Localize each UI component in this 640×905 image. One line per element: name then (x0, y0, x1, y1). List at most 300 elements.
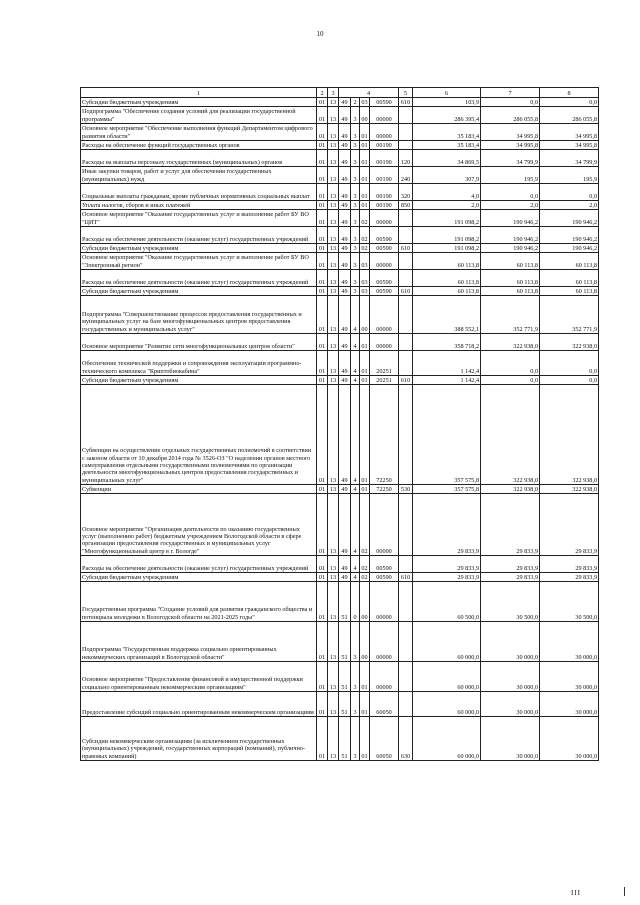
table-row (81, 98, 599, 107)
section-code: 01 (317, 717, 328, 761)
section-code: 01 (317, 385, 328, 485)
row-name: Субсидии бюджетным учреждениям (81, 287, 317, 296)
section-code: 01 (317, 334, 328, 351)
amount-col-8: 0,0 (540, 351, 599, 376)
program-code: 51 (339, 622, 351, 662)
subsection-code: 13 (328, 573, 339, 582)
expense-type-code: 610 (399, 98, 413, 107)
program-code: 49 (339, 270, 351, 287)
amount-col-6: 35 183,4 (413, 141, 481, 150)
column-header: 8 (540, 88, 599, 98)
subprogram-code: 3 (351, 270, 360, 287)
subprogram-code: 4 (351, 485, 360, 494)
program-code: 49 (339, 253, 351, 270)
section-code: 01 (317, 556, 328, 573)
row-name: Расходы на обеспечение функций государственных органов (81, 141, 317, 150)
amount-col-7: 60 113,8 (481, 253, 540, 270)
row-name: Субсидии бюджетным учреждениям (81, 376, 317, 385)
amount-col-6: 29 833,9 (413, 556, 481, 573)
table-row (81, 124, 599, 141)
measure-code: 00 (360, 107, 370, 124)
direction-code: 20251 (370, 376, 399, 385)
footer-mark: III (571, 889, 581, 897)
expense-type-code (399, 270, 413, 287)
measure-code: 03 (360, 253, 370, 270)
expense-type-code (399, 296, 413, 334)
measure-code: 00 (360, 582, 370, 622)
direction-code: 60050 (370, 717, 399, 761)
subsection-code: 13 (328, 494, 339, 556)
amount-col-7: 190 946,2 (481, 227, 540, 244)
amount-col-6: 60 000,0 (413, 662, 481, 692)
section-code: 01 (317, 494, 328, 556)
amount-col-8: 0,0 (540, 184, 599, 201)
expense-type-code (399, 556, 413, 573)
amount-col-8: 0,0 (540, 376, 599, 385)
amount-col-6: 103,9 (413, 98, 481, 107)
section-code: 01 (317, 270, 328, 287)
program-code: 51 (339, 717, 351, 761)
subprogram-code: 3 (351, 244, 360, 253)
table-row (81, 296, 599, 334)
budget-table (80, 87, 599, 761)
subsection-code: 13 (328, 334, 339, 351)
expense-type-code: 630 (399, 717, 413, 761)
subsection-code: 13 (328, 485, 339, 494)
subprogram-code: 3 (351, 622, 360, 662)
direction-code: 00190 (370, 150, 399, 167)
amount-col-7: 0,0 (481, 376, 540, 385)
section-code: 01 (317, 150, 328, 167)
amount-col-7: 34 799,9 (481, 150, 540, 167)
section-code: 01 (317, 622, 328, 662)
section-code: 01 (317, 244, 328, 253)
measure-code: 01 (360, 184, 370, 201)
column-header: 3 (328, 88, 339, 98)
subprogram-code: 4 (351, 334, 360, 351)
row-name: Субсидии бюджетным учреждениям (81, 98, 317, 107)
program-code: 49 (339, 210, 351, 227)
row-name: Основное мероприятие "Обеспечение выполнения функций Департаментом цифрового развития области" (81, 124, 317, 141)
amount-col-7: 0,0 (481, 184, 540, 201)
amount-col-6: 29 833,9 (413, 494, 481, 556)
amount-col-7: 30 000,0 (481, 717, 540, 761)
amount-col-8: 60 113,8 (540, 270, 599, 287)
amount-col-7: 0,0 (481, 98, 540, 107)
subprogram-code: 4 (351, 385, 360, 485)
expense-type-code (399, 210, 413, 227)
amount-col-8: 322 938,0 (540, 485, 599, 494)
table-row (81, 582, 599, 622)
subsection-code: 13 (328, 662, 339, 692)
direction-code: 00000 (370, 662, 399, 692)
direction-code: 00000 (370, 582, 399, 622)
table-row (81, 227, 599, 244)
table-row (81, 244, 599, 253)
table-header-row (81, 88, 599, 98)
amount-col-6: 388 552,1 (413, 296, 481, 334)
expense-type-code (399, 662, 413, 692)
amount-col-7: 60 113,8 (481, 270, 540, 287)
direction-code: 00000 (370, 253, 399, 270)
section-code: 01 (317, 662, 328, 692)
amount-col-8: 34 799,9 (540, 150, 599, 167)
direction-code: 00590 (370, 573, 399, 582)
measure-code: 01 (361, 376, 368, 384)
amount-col-8: 29 833,9 (540, 494, 599, 556)
amount-col-7: 29 833,9 (481, 573, 540, 582)
amount-col-7: 34 995,8 (481, 141, 540, 150)
subprogram-code: 4 (351, 351, 360, 376)
amount-col-7: 30 000,0 (481, 692, 540, 717)
section-code: 01 (317, 296, 328, 334)
table-row (81, 270, 599, 287)
subprogram-code: 4 (351, 296, 360, 334)
measure-code: 01 (360, 334, 370, 351)
program-code: 49 (339, 98, 351, 107)
amount-col-6: 60 000,0 (413, 692, 481, 717)
amount-col-6: 60 113,8 (413, 287, 481, 296)
amount-col-6: 60 113,8 (413, 253, 481, 270)
amount-col-6: 307,9 (413, 167, 481, 184)
amount-col-6: 358 718,2 (413, 334, 481, 351)
direction-code: 00590 (370, 287, 399, 296)
table-row (81, 287, 599, 296)
amount-col-6: 34 869,5 (413, 150, 481, 167)
amount-col-7: 29 833,9 (481, 494, 540, 556)
amount-col-8: 60 113,8 (540, 253, 599, 270)
subprogram-code: 3 (351, 210, 360, 227)
amount-col-6: 60 113,8 (413, 270, 481, 287)
subsection-code: 13 (328, 107, 339, 124)
direction-code: 00000 (370, 210, 399, 227)
amount-col-7: 322 938,0 (481, 485, 540, 494)
measure-code: 02 (360, 556, 370, 573)
amount-col-7: 0,0 (481, 351, 540, 376)
row-name: Расходы на обеспечение деятельности (оказание услуг) государственных учреждений (81, 556, 317, 573)
table-row (81, 210, 599, 227)
direction-code: 00000 (370, 494, 399, 556)
subsection-code: 13 (328, 287, 339, 296)
column-header: 2 (317, 88, 328, 98)
amount-col-7: 322 938,0 (481, 385, 540, 485)
expense-type-code (399, 494, 413, 556)
subsection-code: 13 (328, 717, 339, 761)
expense-type-code: 610 (399, 244, 413, 253)
amount-col-8: 190 946,2 (540, 227, 599, 244)
expense-type-code (399, 253, 413, 270)
subsection-code: 13 (328, 210, 339, 227)
row-name: Субсидии некоммерческим организациям (за исключением государственных (муниципальных) учреждений, государственных корпораций (компаний), публично-правовых компаний) (81, 717, 317, 761)
subprogram-code: 3 (351, 662, 360, 692)
subprogram-code: 4 (351, 573, 360, 582)
direction-code: 20251 (370, 351, 399, 376)
program-code: 49 (339, 167, 351, 184)
table-row (81, 334, 599, 351)
measure-code: 01 (360, 385, 370, 485)
amount-col-6: 4,0 (413, 184, 481, 201)
section-code: 01 (317, 124, 328, 141)
section-code: 01 (317, 141, 328, 150)
table-row (81, 573, 599, 582)
program-code: 49 (339, 385, 351, 485)
row-name: Социальные выплаты гражданам, кроме публичных нормативных социальных выплат (81, 184, 317, 201)
amount-col-7: 195,9 (481, 167, 540, 184)
subprogram-code: 3 (351, 201, 360, 210)
direction-code: 00590 (370, 227, 399, 244)
table-row (81, 717, 599, 761)
subprogram-code: 3 (351, 253, 360, 270)
amount-col-7: 322 938,0 (481, 334, 540, 351)
expense-type-code (399, 622, 413, 662)
measure-code: 01 (361, 201, 368, 209)
amount-col-7: 60 113,8 (481, 287, 540, 296)
table-row (81, 385, 599, 485)
amount-col-7: 286 055,8 (481, 107, 540, 124)
expense-type-code (399, 141, 413, 150)
measure-code: 01 (360, 167, 370, 184)
amount-col-8: 30 000,0 (540, 692, 599, 717)
amount-col-6: 357 575,8 (413, 485, 481, 494)
direction-code: 00000 (370, 622, 399, 662)
row-name: Основное мероприятие "Развитие сети многофункциональных центров области" (81, 334, 317, 351)
amount-col-7: 2,0 (481, 201, 540, 210)
program-code: 49 (339, 376, 351, 385)
program-code: 51 (339, 582, 351, 622)
program-code: 49 (339, 287, 351, 296)
amount-col-8: 322 938,0 (540, 334, 599, 351)
row-name: Государственная программа "Создание условий для развития гражданского общества и потенциала молодежи в Вологодской области на 2021-2025 годы" (81, 582, 317, 622)
subsection-code: 13 (328, 201, 339, 210)
subprogram-code: 0 (351, 582, 360, 622)
row-name: Предоставление субсидий социально ориентированным некоммерческим организациям (81, 692, 317, 717)
measure-code: 02 (360, 210, 370, 227)
measure-code: 03 (361, 287, 368, 295)
amount-col-6: 60 000,0 (413, 717, 481, 761)
measure-code: 01 (361, 485, 368, 493)
measure-code: 00 (360, 622, 370, 662)
row-name: Подпрограмма "Совершенствование процессов предоставления государственных и муниципальных услуг на базе многофункциональных центров предоставления государственных и муниципальных услуг" (81, 296, 317, 334)
program-code: 49 (339, 124, 351, 141)
section-code: 01 (317, 107, 328, 124)
direction-code: 00190 (370, 201, 399, 210)
expense-type-code: 850 (399, 201, 413, 210)
subprogram-code: 3 (351, 150, 360, 167)
table-row (81, 494, 599, 556)
amount-col-8: 190 946,2 (540, 210, 599, 227)
amount-col-8: 190 946,2 (540, 244, 599, 253)
section-code: 01 (317, 485, 328, 494)
subsection-code: 13 (328, 253, 339, 270)
subsection-code: 13 (328, 296, 339, 334)
subsection-code: 13 (328, 376, 339, 385)
subprogram-code: 3 (351, 141, 360, 150)
subsection-code: 13 (328, 98, 339, 107)
row-name: Субсидии бюджетным учреждениям (81, 244, 317, 253)
column-header: 1 (81, 88, 317, 98)
amount-col-8: 29 833,9 (540, 573, 599, 582)
measure-code: 01 (360, 717, 370, 761)
amount-col-6: 1 142,4 (413, 376, 481, 385)
section-code: 01 (317, 287, 328, 296)
program-code: 49 (339, 141, 351, 150)
subprogram-code: 3 (351, 124, 360, 141)
measure-code: 00 (360, 296, 370, 334)
measure-code: 01 (360, 662, 370, 692)
subprogram-code: 4 (351, 494, 360, 556)
subsection-code: 13 (328, 150, 339, 167)
amount-col-8: 34 995,8 (540, 141, 599, 150)
expense-type-code (399, 351, 413, 376)
amount-col-8: 286 055,8 (540, 107, 599, 124)
table-row (81, 351, 599, 376)
program-code: 49 (339, 573, 351, 582)
program-code: 49 (339, 201, 351, 210)
direction-code: 00590 (370, 270, 399, 287)
row-name: Расходы на выплаты персоналу государственных (муниципальных) органов (81, 150, 317, 167)
expense-type-code: 610 (399, 287, 413, 296)
direction-code: 00590 (370, 98, 399, 107)
amount-col-6: 191 098,2 (413, 227, 481, 244)
subsection-code: 13 (328, 270, 339, 287)
table-row (81, 141, 599, 150)
subprogram-code: 4 (351, 556, 360, 573)
table-row (81, 253, 599, 270)
direction-code: 60050 (370, 692, 399, 717)
amount-col-8: 2,0 (540, 201, 599, 210)
table-row (81, 556, 599, 573)
program-code: 49 (339, 107, 351, 124)
subsection-code: 13 (328, 184, 339, 201)
expense-type-code: 240 (399, 167, 413, 184)
table-row (81, 485, 599, 494)
column-header: 5 (399, 88, 413, 98)
section-code: 01 (317, 351, 328, 376)
direction-code: 00000 (370, 124, 399, 141)
direction-code: 00190 (370, 167, 399, 184)
subsection-code: 13 (328, 167, 339, 184)
row-name: Уплата налогов, сборов и иных платежей (81, 201, 317, 210)
direction-code: 00000 (370, 296, 399, 334)
expense-type-code (399, 582, 413, 622)
direction-code: 00190 (370, 184, 399, 201)
amount-col-7: 30 500,0 (481, 582, 540, 622)
amount-col-8: 30 000,0 (540, 717, 599, 761)
expense-type-code: 320 (399, 184, 413, 201)
subsection-code: 13 (328, 141, 339, 150)
program-code: 51 (339, 662, 351, 692)
table-row (81, 167, 599, 184)
row-name: Субсидии бюджетным учреждениям (81, 573, 317, 582)
measure-code: 02 (361, 244, 368, 252)
table-row (81, 150, 599, 167)
direction-code: 72250 (370, 485, 399, 494)
table-row (81, 662, 599, 692)
amount-col-8: 30 000,0 (540, 622, 599, 662)
amount-col-6: 29 833,9 (413, 573, 481, 582)
expense-type-code (399, 692, 413, 717)
row-name: Субвенции на осуществление отдельных государственных полномочий в соответствии с законом области от 10 декабря 2014 года № 3526-ОЗ "О наделении органов местного самоуправления отдельными государственными полномочиями по организации деятельности многофункциональных центров предоставления государственных и муниципальных услуг" (81, 385, 317, 485)
row-name: Основное мероприятие "Оказание государственных услуг и выполнение работ БУ ВО "ЦИТ" (81, 210, 317, 227)
row-name: Обеспечение технической поддержки и сопровождения эксплуатации программно-технического комплекса "Криптобиокабина" (81, 351, 317, 376)
amount-col-6: 2,0 (413, 201, 481, 210)
direction-code: 00590 (370, 556, 399, 573)
row-name: Основное мероприятие "Организация деятельности по оказанию государственных услуг (выполнению работ) бюджетным учреждением Вологодской области в сфере организации предоставления государственных и муниципальных услуг "Многофункциональный центр в г. Вологде" (81, 494, 317, 556)
section-code: 01 (317, 201, 328, 210)
section-code: 01 (317, 210, 328, 227)
section-code: 01 (317, 184, 328, 201)
measure-code: 01 (360, 692, 370, 717)
column-header: 6 (413, 88, 481, 98)
subprogram-code: 3 (351, 107, 360, 124)
row-name: Иные закупки товаров, работ и услуг для обеспечения государственных (муниципальных) нужд (81, 167, 317, 184)
amount-col-6: 357 575,8 (413, 385, 481, 485)
subsection-code: 13 (328, 556, 339, 573)
program-code: 49 (339, 334, 351, 351)
column-header: 4 (339, 88, 399, 98)
amount-col-7: 29 833,9 (481, 556, 540, 573)
row-name: Основное мероприятие "Оказание государственных услуг и выполнение работ БУ ВО "Электронный регион" (81, 253, 317, 270)
amount-col-8: 29 833,9 (540, 556, 599, 573)
page-number: 10 (316, 30, 324, 38)
expense-type-code (399, 227, 413, 244)
amount-col-6: 60 500,0 (413, 582, 481, 622)
amount-col-7: 34 995,8 (481, 124, 540, 141)
row-name: Основное мероприятие "Предоставление финансовой и имущественной поддержки социально ориентированным некоммерческим организациям" (81, 662, 317, 692)
footer-tick (624, 887, 625, 896)
subsection-code: 13 (328, 244, 339, 253)
amount-col-6: 191 098,2 (413, 244, 481, 253)
amount-col-8: 30 000,0 (540, 662, 599, 692)
direction-code: 00190 (370, 141, 399, 150)
subprogram-code: 3 (351, 184, 360, 201)
subprogram-code: 3 (351, 717, 360, 761)
subprogram-code: 3 (351, 287, 360, 296)
row-name: Расходы на обеспечение деятельности (оказание услуг) государственных учреждений (81, 270, 317, 287)
subsection-code: 13 (328, 124, 339, 141)
measure-code: 02 (361, 573, 368, 581)
amount-col-8: 0,0 (540, 98, 599, 107)
amount-col-8: 60 113,8 (540, 287, 599, 296)
expense-type-code: 120 (399, 150, 413, 167)
subprogram-code: 4 (351, 376, 360, 385)
amount-col-8: 352 771,9 (540, 296, 599, 334)
section-code: 01 (317, 253, 328, 270)
subprogram-code: 3 (351, 227, 360, 244)
subprogram-code: 3 (351, 167, 360, 184)
direction-code: 72250 (370, 385, 399, 485)
table-row (81, 692, 599, 717)
amount-col-8: 30 500,0 (540, 582, 599, 622)
subprogram-code: 2 (351, 98, 360, 107)
table-row (81, 376, 599, 385)
amount-col-6: 1 142,4 (413, 351, 481, 376)
table-row (81, 107, 599, 124)
direction-code: 00590 (370, 244, 399, 253)
expense-type-code (399, 385, 413, 485)
subsection-code: 13 (328, 582, 339, 622)
program-code: 49 (339, 227, 351, 244)
program-code: 49 (339, 351, 351, 376)
measure-code: 02 (360, 494, 370, 556)
subsection-code: 13 (328, 227, 339, 244)
program-code: 49 (339, 184, 351, 201)
program-code: 49 (339, 485, 351, 494)
row-name: Субвенции (81, 485, 317, 494)
amount-col-6: 35 183,4 (413, 124, 481, 141)
amount-col-7: 30 000,0 (481, 662, 540, 692)
amount-col-6: 60 000,0 (413, 622, 481, 662)
